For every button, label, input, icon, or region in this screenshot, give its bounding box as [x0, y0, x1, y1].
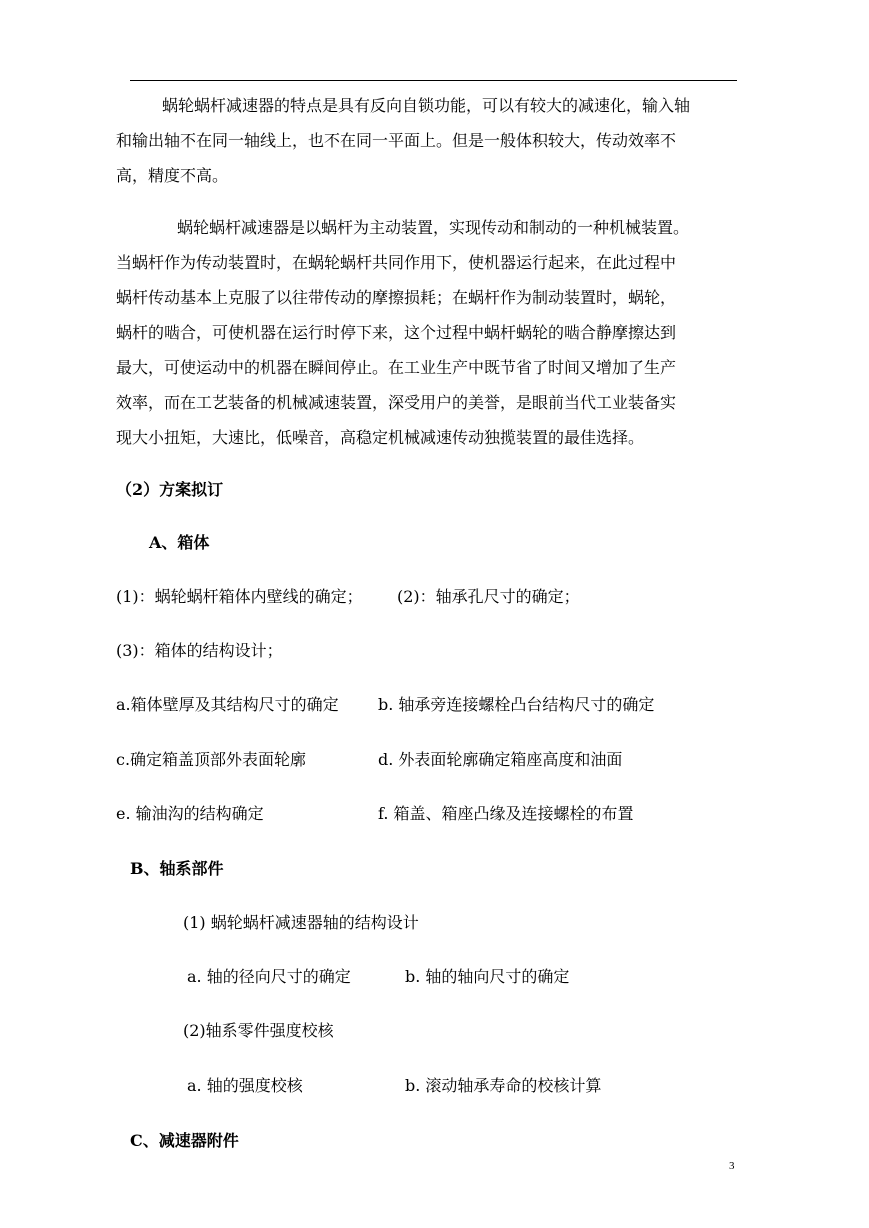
- section-c-heading: C、减速器附件: [130, 1131, 239, 1150]
- section-b-item-2-b: b. 滚动轴承寿命的校核计算: [405, 1076, 602, 1095]
- paragraph-2-line-1: 蜗轮蜗杆减速器是以蜗杆为主动装置，实现传动和制动的一种机械装置。: [177, 218, 690, 237]
- section-a-sub-f: f. 箱盖、箱座凸缘及连接螺栓的布置: [378, 804, 634, 823]
- paragraph-2-line-3: 蜗杆传动基本上克服了以往带传动的摩擦损耗；在蜗杆作为制动装置时，蜗轮，: [116, 288, 677, 307]
- section-a-sub-a: a.箱体壁厚及其结构尺寸的确定: [116, 695, 339, 714]
- section-a-item-2: (2)：轴承孔尺寸的确定；: [397, 587, 580, 606]
- section-2-heading: （2）方案拟订: [116, 480, 224, 499]
- section-b-item-1-b: b. 轴的轴向尺寸的确定: [405, 967, 570, 986]
- section-a-sub-c: c.确定箱盖顶部外表面轮廓: [116, 750, 307, 769]
- page-number: 3: [729, 1160, 735, 1172]
- section-b-heading: B、轴系部件: [130, 859, 224, 878]
- section-a-heading: A、箱体: [149, 533, 210, 552]
- section-a-sub-e: e. 输油沟的结构确定: [116, 804, 264, 823]
- paragraph-2-line-7: 现大小扭矩，大速比，低噪音，高稳定机械减速传动独揽装置的最佳选择。: [116, 428, 645, 447]
- section-b-item-2: (2)轴系零件强度校核: [183, 1021, 334, 1040]
- section-b-item-2-a: a. 轴的强度校核: [187, 1076, 303, 1095]
- paragraph-1-line-3: 高，精度不高。: [116, 166, 229, 185]
- paragraph-2-line-6: 效率，而在工艺装备的机械减速装置，深受用户的美誉，是眼前当代工业装备实: [116, 393, 677, 412]
- paragraph-2-line-4: 蜗杆的啮合，可使机器在运行时停下来，这个过程中蜗杆蜗轮的啮合静摩擦达到: [116, 323, 677, 342]
- section-a-sub-b: b. 轴承旁连接螺栓凸台结构尺寸的确定: [378, 695, 655, 714]
- header-rule: [130, 80, 737, 81]
- section-a-sub-d: d. 外表面轮廓确定箱座高度和油面: [378, 750, 623, 769]
- paragraph-2-line-2: 当蜗杆作为传动装置时，在蜗轮蜗杆共同作用下，使机器运行起来，在此过程中: [116, 253, 677, 272]
- section-a-item-1: (1)：蜗轮蜗杆箱体内壁线的确定；: [116, 587, 363, 606]
- paragraph-1-line-1: 蜗轮蜗杆减速器的特点是具有反向自锁功能，可以有较大的减速化，输入轴: [162, 96, 691, 115]
- section-a-item-3: (3)：箱体的结构设计；: [116, 641, 283, 660]
- section-b-item-1-a: a. 轴的径向尺寸的确定: [187, 967, 351, 986]
- paragraph-2-line-5: 最大，可使运动中的机器在瞬间停止。在工业生产中既节省了时间又增加了生产: [116, 358, 677, 377]
- section-b-item-1: (1) 蜗轮蜗杆减速器轴的结构设计: [183, 913, 419, 932]
- paragraph-1-line-2: 和输出轴不在同一轴线上，也不在同一平面上。但是一般体积较大，传动效率不: [116, 131, 677, 150]
